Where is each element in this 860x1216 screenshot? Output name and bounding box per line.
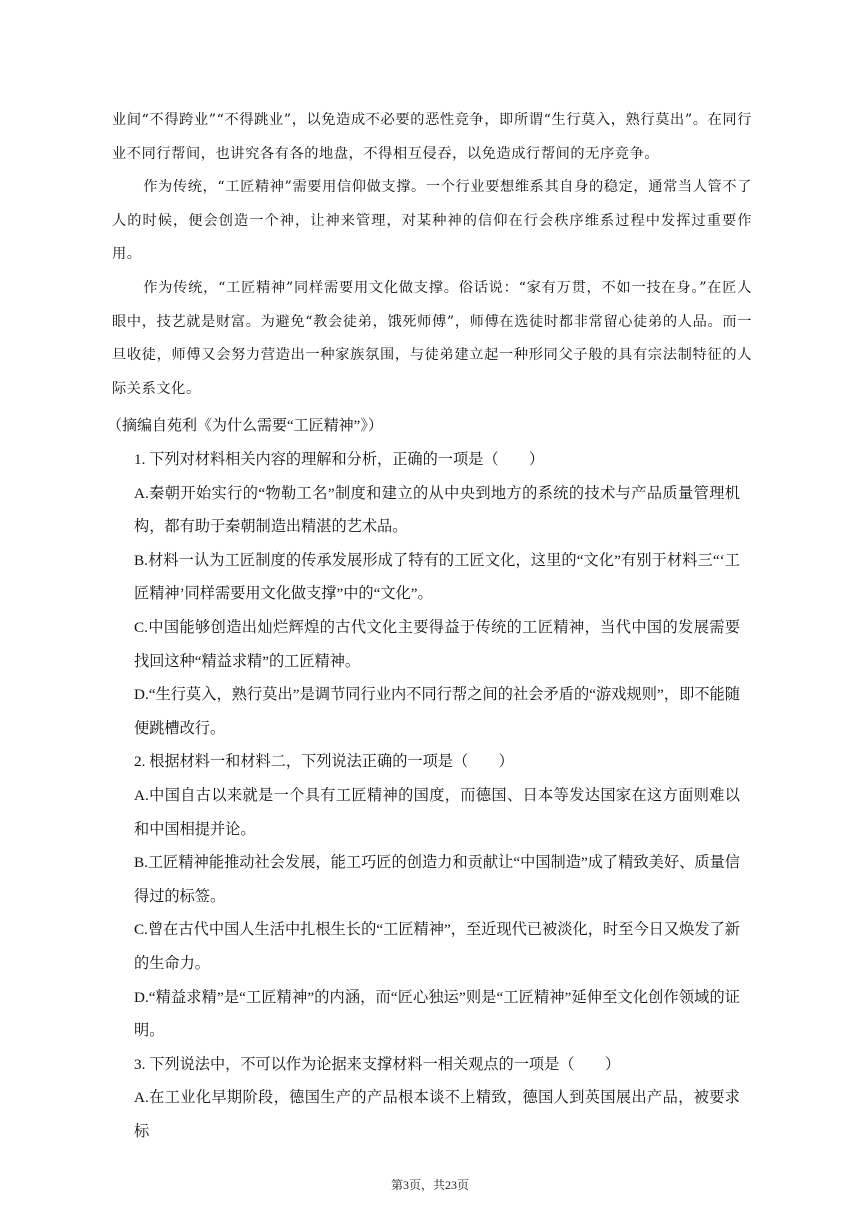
question-2-option-a: A.中国自古以来就是一个具有工匠精神的国度，而德国、日本等发达国家在这方面则难以和中国相提并论。 bbox=[134, 786, 740, 838]
question-1-option-d: D.“生行莫入，熟行莫出”是调节同行业内不同行帮之间的社会矛盾的“游戏规则”，即不能随便跳槽改行。 bbox=[134, 686, 740, 737]
question-2-option-b: B.工匠精神能推动社会发展，能工巧匠的创造力和贡献让“中国制造”成了精致美好、质量信得过的标签。 bbox=[134, 854, 740, 905]
passage-paragraph-3: 作为传统，“工匠精神”同样需要用文化做支撑。俗话说：“家有万贯，不如一技在身。”在匠人眼中，技艺就是财富。为避免“教会徒弟，饿死师傅”，师傅在选徒时都非常留心徒弟的人品。而一旦收徒，师傅又会努力营造出一种家族氛围，与徒弟建立起一种形同父子般的具有宗法制特征的人际关系文化。 bbox=[112, 279, 752, 397]
passage-paragraph-2: 作为传统，“工匠精神”需要用信仰做支撑。一个行业要想维系其自身的稳定，通常当人管不了人的时候，便会创造一个神，让神来管理，对某种神的信仰在行会秩序维系过程中发挥过重要作用。 bbox=[112, 179, 752, 263]
question-1 bbox=[134, 443, 740, 745]
question-2-option-d: D.“精益求精”是“工匠精神”的内涵，而“匠心独运”则是“工匠精神”延伸至文化创作领域的证明。 bbox=[134, 988, 740, 1040]
question-3-stem: 3. 下列说法中，不可以作为论据来支撑材料一相关观点的一项是（ ） bbox=[134, 1055, 620, 1073]
passage-source-citation: （摘编自苑利《为什么需要“工匠精神”》） bbox=[107, 418, 383, 434]
question-1-option-b: B.材料一认为工匠制度的传承发展形成了特有的工匠文化，这里的“文化”有别于材料三“‘工匠精神’同样需要用文化做支撑”中的“文化”。 bbox=[134, 551, 740, 603]
question-2 bbox=[134, 745, 740, 1047]
passage-paragraph-1: 业间“不得跨业”“不得跳业”，以免造成不必要的恶性竞争，即所谓“生行莫入，熟行莫出”。在同行业不同行帮间，也讲究各有各的地盘，不得相互侵吞，以免造成行帮间的无序竞争。 bbox=[112, 112, 752, 162]
reading-passage bbox=[112, 104, 752, 406]
question-1-stem: 1. 下列对材料相关内容的理解和分析，正确的一项是（ ） bbox=[134, 451, 545, 468]
question-3 bbox=[134, 1048, 740, 1149]
question-3-option-a: A.在工业化早期阶段，德国生产的产品根本谈不上精致，德国人到英国展出产品，被要求标 bbox=[134, 1089, 740, 1140]
question-1-option-c: C.中国能够创造出灿烂辉煌的古代文化主要得益于传统的工匠精神，当代中国的发展需要找回这种“精益求精”的工匠精神。 bbox=[134, 618, 740, 670]
question-2-option-c: C.曾在古代中国人生活中扎根生长的“工匠精神”，至近现代已被淡化，时至今日又焕发了新的生命力。 bbox=[134, 921, 740, 972]
question-2-stem: 2. 根据材料一和材料二，下列说法正确的一项是（ ） bbox=[134, 753, 514, 771]
question-1-option-a: A.秦朝开始实行的“物勒工名”制度和建立的从中央到地方的系统的技术与产品质量管理机构，都有助于秦朝制造出精湛的艺术品。 bbox=[134, 484, 740, 536]
page-number-footer: 第3页，共23页 bbox=[390, 1178, 469, 1192]
question-list bbox=[134, 443, 740, 1148]
